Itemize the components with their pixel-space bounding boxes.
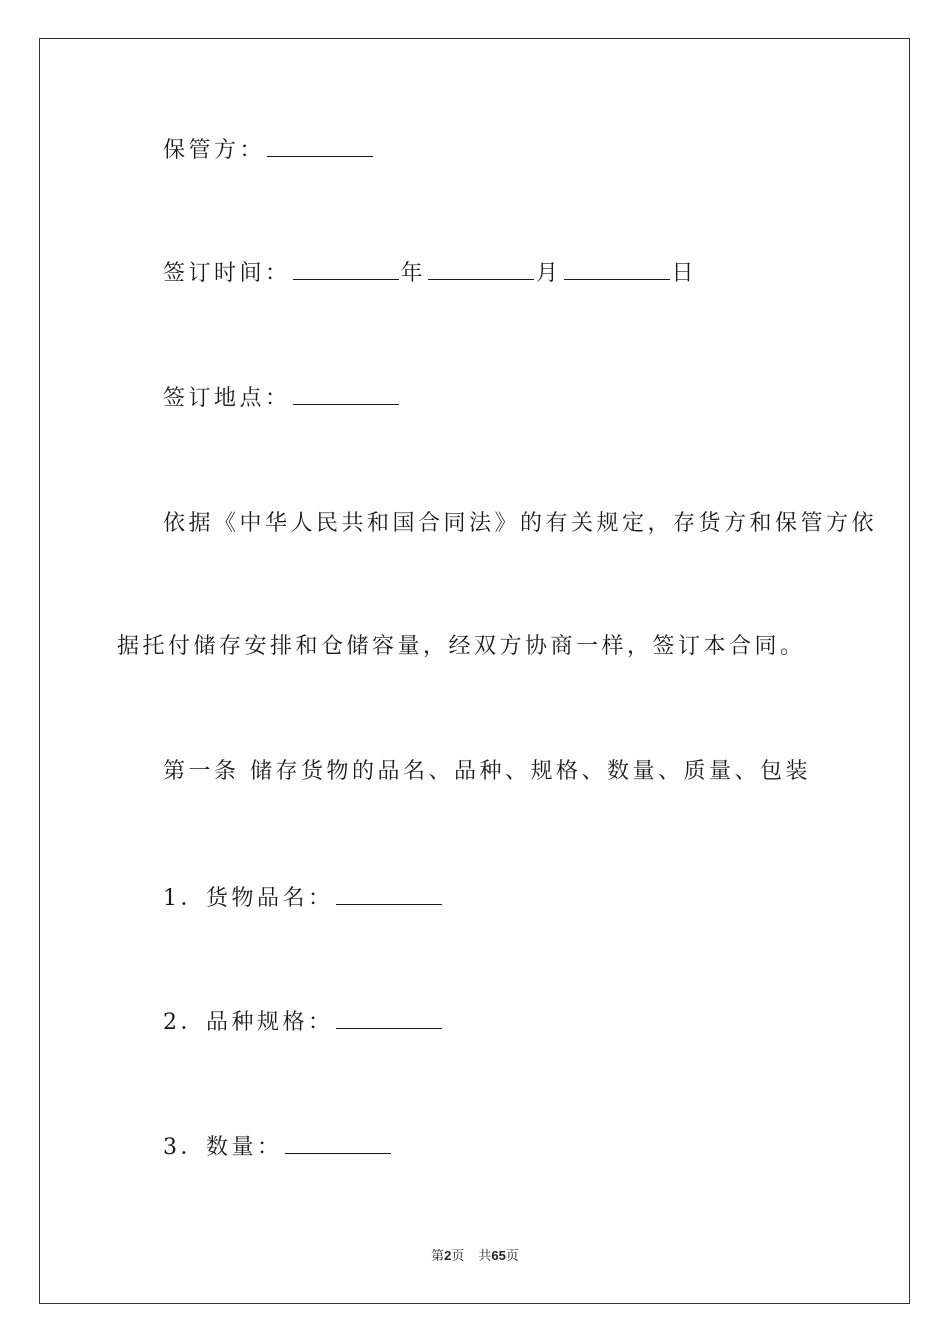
month-label: 月 [536,261,562,286]
day-label: 日 [671,261,698,286]
day-blank [564,259,670,280]
year-label: 年 [400,261,427,286]
sign-place-blank [293,384,399,405]
article-1-heading: 第一条 储存货物的品名、品种、规格、数量、质量、包装 [163,759,811,784]
footer-prefix: 第 [431,1249,445,1264]
keeper-line [163,136,375,165]
page-border [39,38,910,1304]
item-3-line [163,1133,393,1162]
footer-total-pages: 65 [491,1248,506,1263]
footer-total-prefix: 共 [478,1249,492,1264]
item-2-blank [336,1008,442,1029]
item-2-label: 2．品种规格： [163,1010,334,1035]
paragraph-line-2: 据托付储存安排和仓储容量，经双方协商一样，签订本合同。 [117,634,806,659]
sign-time-line [163,259,697,288]
item-3-label: 3．数量： [163,1135,283,1160]
footer-page-unit: 页 [451,1249,465,1264]
footer-page-number: 2 [444,1248,452,1263]
paragraph-line-1: 依据《中华人民共和国合同法》的有关规定，存货方和保管方依 [163,511,878,536]
item-1-blank [336,884,442,905]
page-footer [0,1247,950,1266]
item-3-blank [285,1133,391,1154]
sign-time-label: 签订时间： [163,261,291,286]
keeper-blank [267,136,373,157]
year-blank [293,259,399,280]
sign-place-label: 签订地点： [163,386,291,411]
sign-place-line [163,384,401,413]
item-1-line [163,884,444,913]
month-blank [428,259,534,280]
keeper-label: 保管方： [163,138,266,163]
item-1-label: 1．货物品名： [163,886,334,911]
footer-total-unit: 页 [505,1249,519,1264]
item-2-line [163,1008,444,1037]
